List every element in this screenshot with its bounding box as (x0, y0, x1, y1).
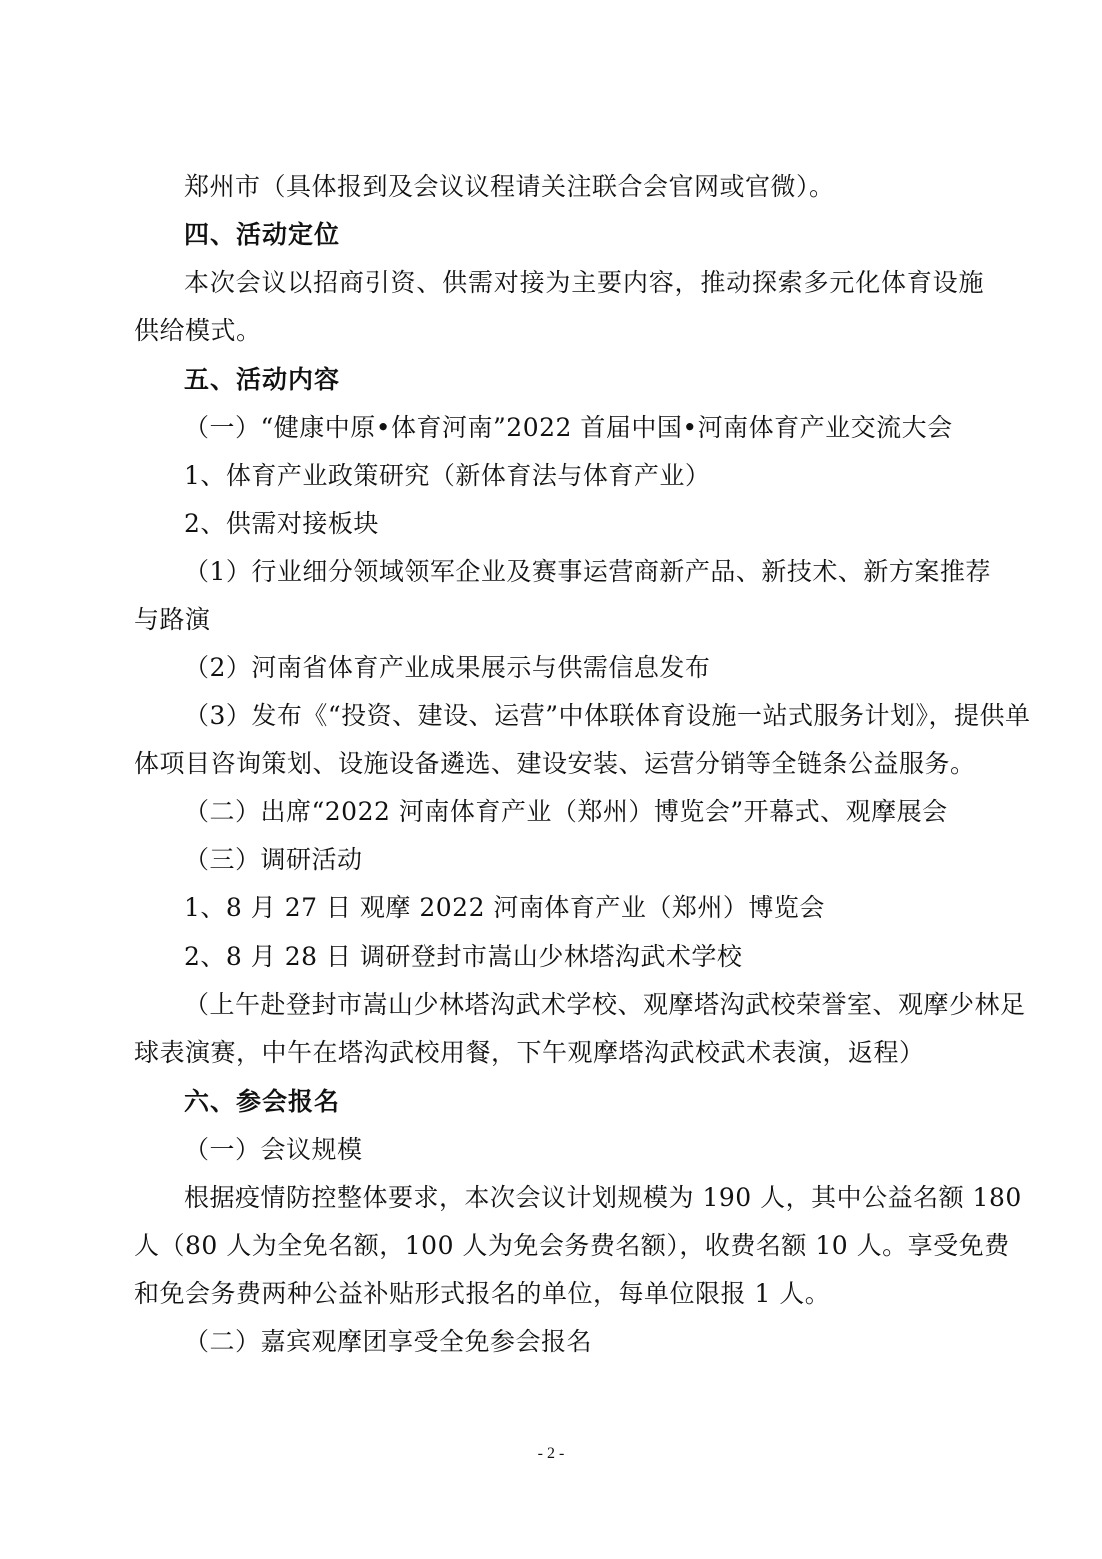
paragraph-line: 供给模式。 (134, 316, 262, 345)
schedule-item: 2、8 月 28 日 调研登封市嵩山少林塔沟武术学校 (184, 942, 743, 971)
subsection-title: （一）会议规模 (184, 1135, 363, 1164)
subsection-title: （二）嘉宾观摩团享受全免参会报名 (184, 1327, 593, 1356)
paragraph-line: 球表演赛，中午在塔沟武校用餐，下午观摩塔沟武校武术表演，返程） (134, 1038, 925, 1067)
paragraph-line: 与路演 (134, 605, 211, 634)
list-item: 1、体育产业政策研究（新体育法与体育产业） (184, 461, 711, 490)
paragraph-line: （3）发布《“投资、建设、运营”中体联体育设施一站式服务计划》，提供单 (184, 701, 1031, 730)
subsection-title: （一）“健康中原•体育河南”2022 首届中国•河南体育产业交流大会 (184, 413, 953, 442)
paragraph-line: 和免会务费两种公益补贴形式报名的单位，每单位限报 1 人。 (134, 1279, 831, 1308)
schedule-item: 1、8 月 27 日 观摩 2022 河南体育产业（郑州）博览会 (184, 893, 825, 922)
paragraph-line: 根据疫情防控整体要求，本次会议计划规模为 190 人，其中公益名额 180 (184, 1183, 1022, 1212)
subsection-title: （三）调研活动 (184, 845, 363, 874)
paragraph-line: 本次会议以招商引资、供需对接为主要内容，推动探索多元化体育设施 (184, 268, 984, 297)
section-heading-4: 四、活动定位 (184, 220, 341, 249)
paragraph-line: （1）行业细分领域领军企业及赛事运营商新产品、新技术、新方案推荐 (184, 557, 991, 586)
subsection-title: （二）出席“2022 河南体育产业（郑州）博览会”开幕式、观摩展会 (184, 797, 948, 826)
section-heading-6: 六、参会报名 (184, 1087, 341, 1116)
paragraph-line: 体项目咨询策划、设施设备遴选、建设安装、运营分销等全链条公益服务。 (134, 749, 976, 778)
list-item: 2、供需对接板块 (184, 509, 379, 538)
page-number: - 2 - (537, 1445, 565, 1462)
paragraph-line: 郑州市（具体报到及会议议程请关注联合会官网或官微）。 (184, 172, 835, 201)
paragraph-line: （上午赴登封市嵩山少林塔沟武术学校、观摩塔沟武校荣誉室、观摩少林足 (184, 990, 1026, 1019)
section-heading-5: 五、活动内容 (184, 365, 341, 394)
list-item: （2）河南省体育产业成果展示与供需信息发布 (184, 653, 711, 682)
paragraph-line: 人（80 人为全免名额，100 人为免会务费名额），收费名额 10 人。享受免费 (134, 1231, 1010, 1260)
